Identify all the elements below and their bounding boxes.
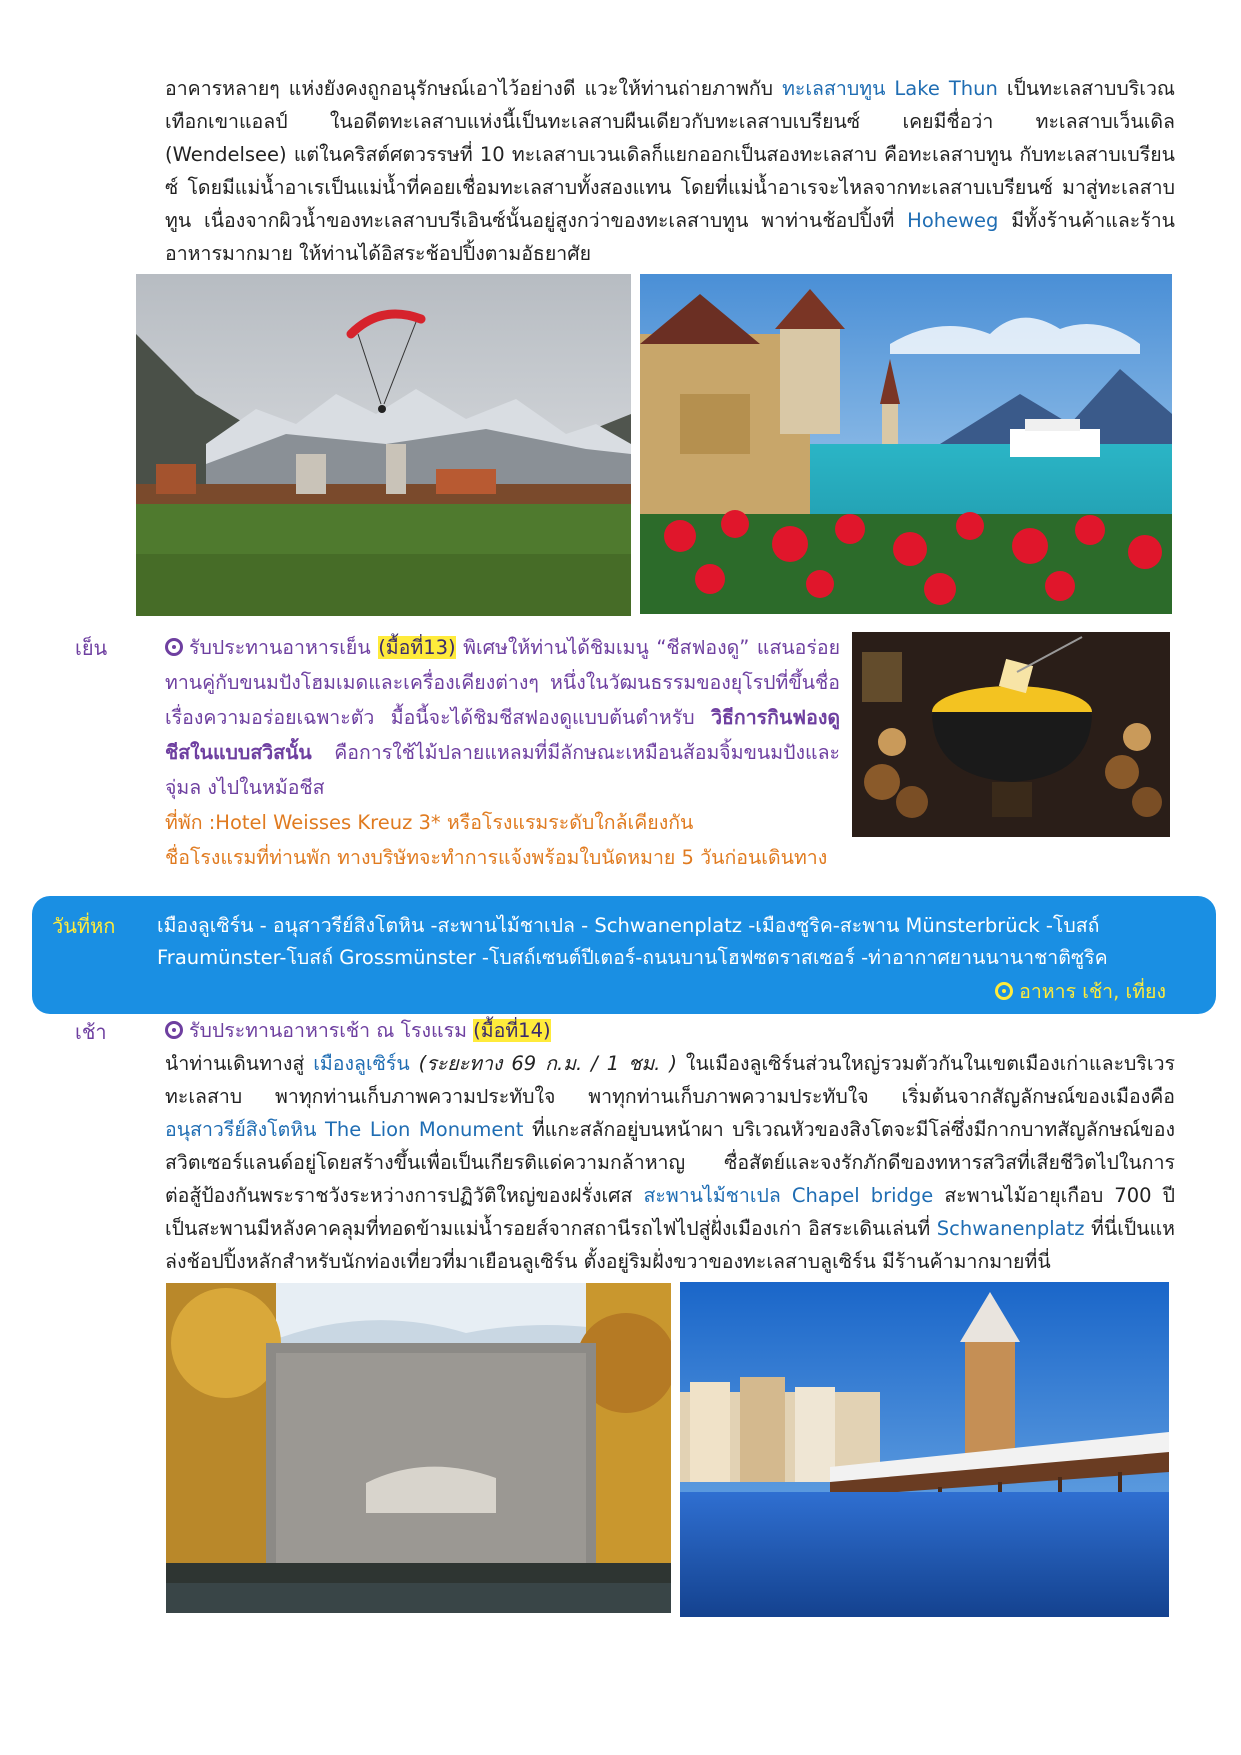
meal-icon	[165, 1021, 183, 1039]
breakfast-meal-text: รับประทานอาหารเช้า ณ โรงแรม	[189, 1019, 474, 1042]
hoheweg-link[interactable]: Hoheweg	[907, 209, 999, 232]
chapel-bridge-link[interactable]: สะพานไม้ชาเปล Chapel bridge	[643, 1184, 934, 1207]
hotel-info: ที่พัก :Hotel Weisses Kreuz 3* หรือโรงแรมระดับใกล้เคียงกัน	[165, 811, 694, 834]
lion-monument-photo	[166, 1283, 671, 1613]
oberhofen-castle-photo	[640, 274, 1172, 614]
schwanenplatz-link[interactable]: Schwanenplatz	[936, 1217, 1085, 1240]
fondue-howto-text: วิธีการกินฟองดูชีสในแบบสวิสนั้น	[165, 706, 840, 764]
intro-text: เป็นทะเลสาบบริเวณเทือกเขาแอลป์ ในอดีตทะเลสาบแห่งนี้เป็นทะเลสาบผืนเดียวกับทะเลสาบเบรียนซ์ เคยมีชื่อว่า ทะเลสาบเว็นเดิล (Wendelsee) แต่ในคริสต์ศตวรรษที่ 10 ทะเลสาบเวนเดิลก็แยกออกเป็นสองทะเลสาบ คือทะเลสาบทูน กับทะเลสาบเบรียนซ์ โดยมีแม่น้ำอาเรเป็นแม่น้ำที่คอยเชื่อมทะเลสาบทั้งสองแทน โดยที่แม่น้ำอาเรจะไหลจากทะเลสาบเบรียนซ์ มาสู่ทะเลสาบทูน เนื่องจากผิวน้ำของทะเลสาบบรีเอินซ์นั้นอยู่สูงกว่าของทะเลสาบทูน พาท่านช้อปปิ้งที่	[165, 77, 1175, 232]
breakfast-meal-line	[165, 1014, 1175, 1047]
meal-number-badge: (มื้อที่13)	[378, 636, 456, 659]
meal-icon	[995, 982, 1013, 1000]
lion-monument-link[interactable]: อนุสาวรีย์สิงโตหิน The Lion Monument	[165, 1118, 524, 1141]
lake-thun-link[interactable]: ทะเลสาบทูน Lake Thun	[782, 77, 998, 100]
meal-icon	[165, 638, 183, 656]
intro-text: มีทั้งร้านค้าและร้านอาหารมากมาย ให้ท่านได้อิสระช้อปปิ้งตามอัธยาศัย	[165, 209, 1175, 265]
breakfast-time-label: เช้า	[75, 1020, 107, 1044]
dinner-text: คือการใช้ไม้ปลายแหลมที่มีลักษณะเหมือนส้อมจิ้มขนมปังและจุ่มล งไปในหม้อชีส	[165, 741, 840, 799]
intro-text: อาคารหลายๆ แห่งยังคงถูกอนุรักษณ์เอาไว้อย่างดี แวะให้ท่านถ่ายภาพกับ	[165, 77, 783, 100]
day-six-band	[32, 896, 1216, 1014]
intro-paragraph	[165, 72, 1175, 270]
dinner-meal-text: รับประทานอาหารเย็น	[189, 636, 379, 659]
breakfast-paragraph	[165, 1047, 1175, 1278]
chapel-bridge-photo	[680, 1282, 1169, 1617]
day-meals-text: อาหาร เช้า, เที่ยง	[1019, 980, 1166, 1003]
day-label: วันที่หก	[52, 914, 116, 938]
lucerne-link[interactable]: เมืองลูเซิร์น	[313, 1052, 410, 1075]
dinner-text: พิเศษให้ท่านได้ชิมเมนู “ชีสฟองดู” แสนอร่อยทานคู่กับขนมปังโฮมเมดและเครื่องเคียงต่างๆ หนึ่งในวัฒนธรรมของยุโรปที่ขึ้นชื่อเรื่องความอร่อยเฉพาะตัว มื้อนี้จะได้ชิมชีสฟองดูแบบต้นตำหรับ	[165, 636, 840, 729]
body-text: นำท่านเดินทางสู่	[165, 1052, 314, 1075]
fondue-photo	[852, 632, 1170, 837]
dinner-time-label: เย็น	[75, 636, 108, 660]
body-text: ในเมืองลูเซิร์นส่วนใหญ่รวมตัวกันในเขตเมืองเก่าและบริเวรทะเลสาบ พาทุกท่านเก็บภาพความประทับใจ พาทุกท่านเก็บภาพความประทับใจ เริ่มต้นจากสัญลักษณ์ของเมืองคือ	[165, 1052, 1175, 1108]
day-route: เมืองลูเซิร์น - อนุสาวรีย์สิงโตหิน -สะพานไม้ชาเปล - Schwanenplatz -เมืองซูริค-สะพาน Münsterbrück -โบสถ์ Fraumünster-โบสถ์ Grossmünster -โบสถ์เซนต์ปีเตอร์-ถนนบานโฮฟซตราสเซอร์ -ท่าอากาศยานนานาชาติซูริค	[157, 914, 1108, 969]
body-text: ที่แกะสลักอยู่บนหน้าผา บริเวณหัวของสิงโตจะมีโล่ซึ่งมีกากบาทสัญลักษณ์ของสวิตเซอร์แลนด์อยู่โดยสร้างขึ้นเพื่อเป็นเกียรติแด่ความกล้าหาญ ซื่อสัตย์และจงรักภักดีของทหารสวิสที่เสียชีวิตไปในการต่อสู้ป้องกันพระราชวังระหว่างการปฏิวัติใหญ่ของฝรั่งเศส	[165, 1118, 1175, 1207]
meal-number-badge: (มื้อที่14)	[473, 1019, 551, 1042]
distance-note: (ระยะทาง 69 ก.ม. / 1 ชม. )	[409, 1052, 677, 1075]
body-text: สะพานไม้อายุเกือบ 700 ปี เป็นสะพานมีหลังคาคลุมที่ทอดข้ามแม่น้ำรอยส์จากสถานีรถไฟไปสู่ฝั่งเมืองเก่า อิสระเดินเล่นที่	[165, 1184, 1175, 1240]
hotel-notice: ชื่อโรงแรมที่ท่านพัก ทางบริษัทจะทำการแจ้งพร้อมใบนัดหมาย 5 วันก่อนเดินทาง	[165, 846, 828, 869]
paraglider-photo	[136, 274, 631, 616]
dinner-paragraph	[165, 630, 840, 875]
day-meals	[995, 976, 1166, 1007]
body-text: ที่นี่เป็นแหล่งช้อปปิ้งหลักสำหรับนักท่องเที่ยวที่มาเยือนลูเซิร์น ตั้งอยู่ริมฝั่งขวาของทะเลสาบลูเซิร์น มีร้านค้ามากมายที่นี่	[165, 1217, 1175, 1273]
